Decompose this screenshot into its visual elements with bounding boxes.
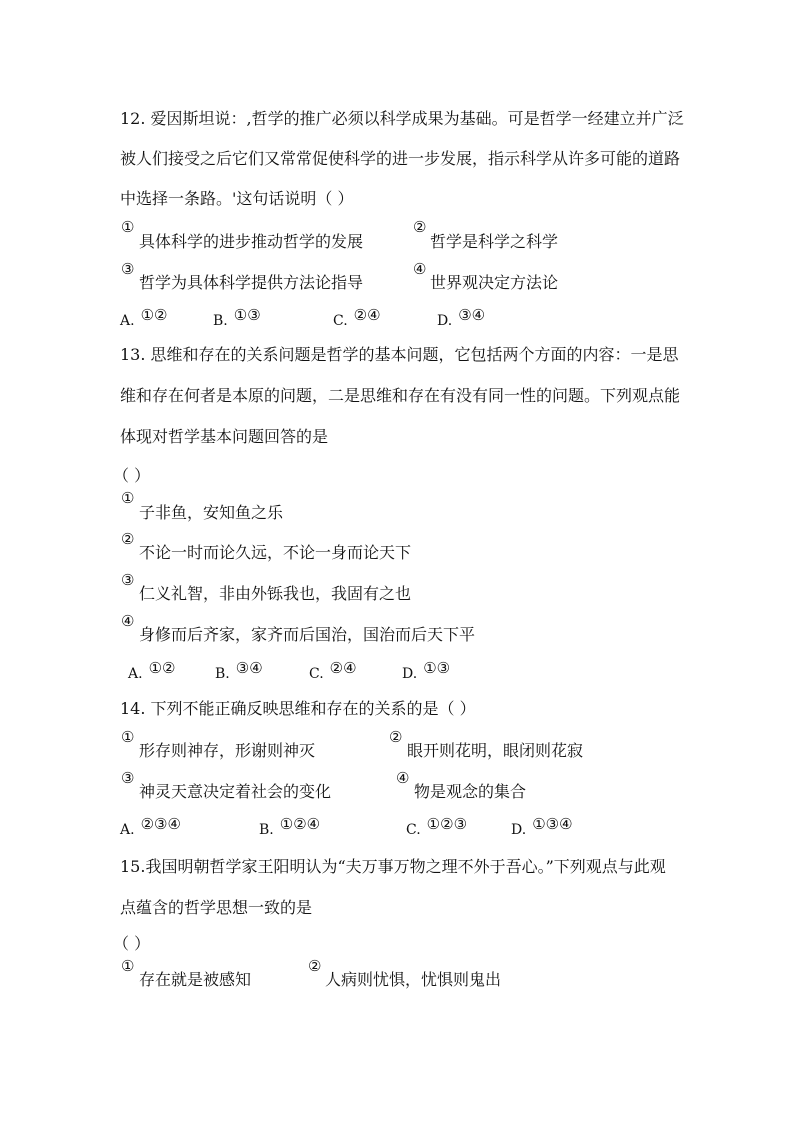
- q14-choice-c: [406, 815, 468, 839]
- q13-option-2: 不论一时而论久远，不论一身而论天下: [139, 543, 412, 562]
- q12-option-1: 具体科学的进步推动哲学的发展: [139, 232, 364, 251]
- q12-choice-d: [437, 306, 486, 330]
- choice-numbers: ②③④: [140, 815, 181, 833]
- q13-option-2-marker: ②: [121, 530, 135, 548]
- choice-numbers: ①③: [233, 306, 261, 324]
- q15-line-2: 点蕴含的哲学思想一致的是: [120, 898, 313, 917]
- q12-option-4-marker: ④: [413, 260, 427, 278]
- q13-bracket: （ ）: [113, 466, 151, 485]
- q13-line-3: 体现对哲学基本问题回答的是: [120, 427, 329, 446]
- q15-option-1: 存在就是被感知: [139, 970, 252, 989]
- q14-choice-a: [120, 815, 181, 839]
- q13-option-3: 仁义礼智，非由外铄我也，我固有之也: [139, 584, 412, 603]
- choice-numbers: ①②③: [426, 815, 468, 833]
- q14-option-2-marker: ②: [389, 728, 403, 746]
- choice-letter: A.: [120, 313, 135, 329]
- q14-choice-d: [511, 815, 573, 839]
- choice-numbers: ②④: [353, 306, 381, 324]
- q12-line-3: 中选择一条路。'这句话说明（ ）: [120, 189, 354, 208]
- choice-letter: C.: [406, 822, 421, 838]
- choice-letter: B.: [259, 822, 274, 838]
- q15-line-1: 15.我国明朝哲学家王阳明认为“夫万事万物之理不外于吾心。”下列观点与此观: [120, 857, 666, 876]
- q13-choice-c: [309, 659, 357, 683]
- choice-numbers: ①②④: [279, 815, 321, 833]
- q15-option-1-marker: ①: [121, 957, 135, 975]
- choice-numbers: ②④: [329, 659, 357, 677]
- q13-option-3-marker: ③: [121, 571, 135, 589]
- q12-option-2: 哲学是科学之科学: [430, 232, 559, 251]
- q15-option-2-marker: ②: [308, 957, 322, 975]
- q12-option-3-marker: ③: [121, 260, 135, 278]
- q12-line-2: 被人们接受之后它们又常常促使科学的进一步发展，指示科学从许多可能的道路: [120, 149, 681, 168]
- q12-choice-c: [333, 306, 381, 330]
- q14-option-1-marker: ①: [121, 728, 135, 746]
- q14-choice-b: [259, 815, 321, 839]
- q15-bracket: （ ）: [113, 934, 151, 953]
- choice-letter: D.: [511, 822, 527, 838]
- q13-line-1: 13. 思维和存在的关系问题是哲学的基本问题，它包括两个方面的内容：一是思: [120, 345, 679, 364]
- choice-numbers: ①②: [140, 306, 168, 324]
- q12-choice-a: [120, 306, 168, 330]
- choice-letter: C.: [309, 666, 324, 682]
- choice-letter: D.: [402, 666, 418, 682]
- q12-choice-b: [213, 306, 261, 330]
- choice-letter: A.: [120, 822, 135, 838]
- choice-numbers: ③④: [458, 306, 486, 324]
- choice-numbers: ①③④: [532, 815, 573, 833]
- q12-option-1-marker: ①: [121, 218, 135, 236]
- q14-line-1: 14. 下列不能正确反映思维和存在的关系的是（ ）: [120, 699, 476, 718]
- choice-letter: B.: [215, 666, 230, 682]
- q15-option-2: 人病则忧惧，忧惧则鬼出: [325, 970, 502, 989]
- q13-option-1: 子非鱼，安知鱼之乐: [139, 503, 284, 522]
- q12-option-2-marker: ②: [413, 218, 427, 236]
- q13-choice-b: [215, 659, 263, 683]
- q12-line-1: 12. 爱因斯坦说：,哲学的推广必须以科学成果为基础。可是哲学一经建立并广泛: [120, 109, 684, 128]
- q13-line-2: 维和存在何者是本原的问题，二是思维和存在有没有同一性的问题。下列观点能: [120, 386, 681, 405]
- choice-letter: A.: [128, 666, 143, 682]
- q14-option-1: 形存则神存，形谢则神灭: [139, 741, 316, 760]
- choice-numbers: ①②: [148, 659, 176, 677]
- choice-letter: C.: [333, 313, 348, 329]
- q12-option-3: 哲学为具体科学提供方法论指导: [139, 273, 364, 292]
- q14-option-4: 物是观念的集合: [414, 782, 527, 801]
- q14-option-3-marker: ③: [121, 769, 135, 787]
- q14-option-4-marker: ④: [396, 769, 410, 787]
- choice-numbers: ③④: [235, 659, 263, 677]
- q13-choice-a: [128, 659, 176, 683]
- q14-option-2: 眼开则花明，眼闭则花寂: [407, 741, 584, 760]
- q12-option-4: 世界观决定方法论: [430, 273, 559, 292]
- q13-choice-d: [402, 659, 451, 683]
- choice-letter: D.: [437, 313, 453, 329]
- choice-numbers: ①③: [423, 659, 451, 677]
- choice-letter: B.: [213, 313, 228, 329]
- q13-option-4: 身修而后齐家，家齐而后国治，国治而后天下平: [139, 625, 476, 644]
- q14-option-3: 神灵天意决定着社会的变化: [139, 782, 332, 801]
- q13-option-1-marker: ①: [121, 489, 135, 507]
- q13-option-4-marker: ④: [121, 612, 135, 630]
